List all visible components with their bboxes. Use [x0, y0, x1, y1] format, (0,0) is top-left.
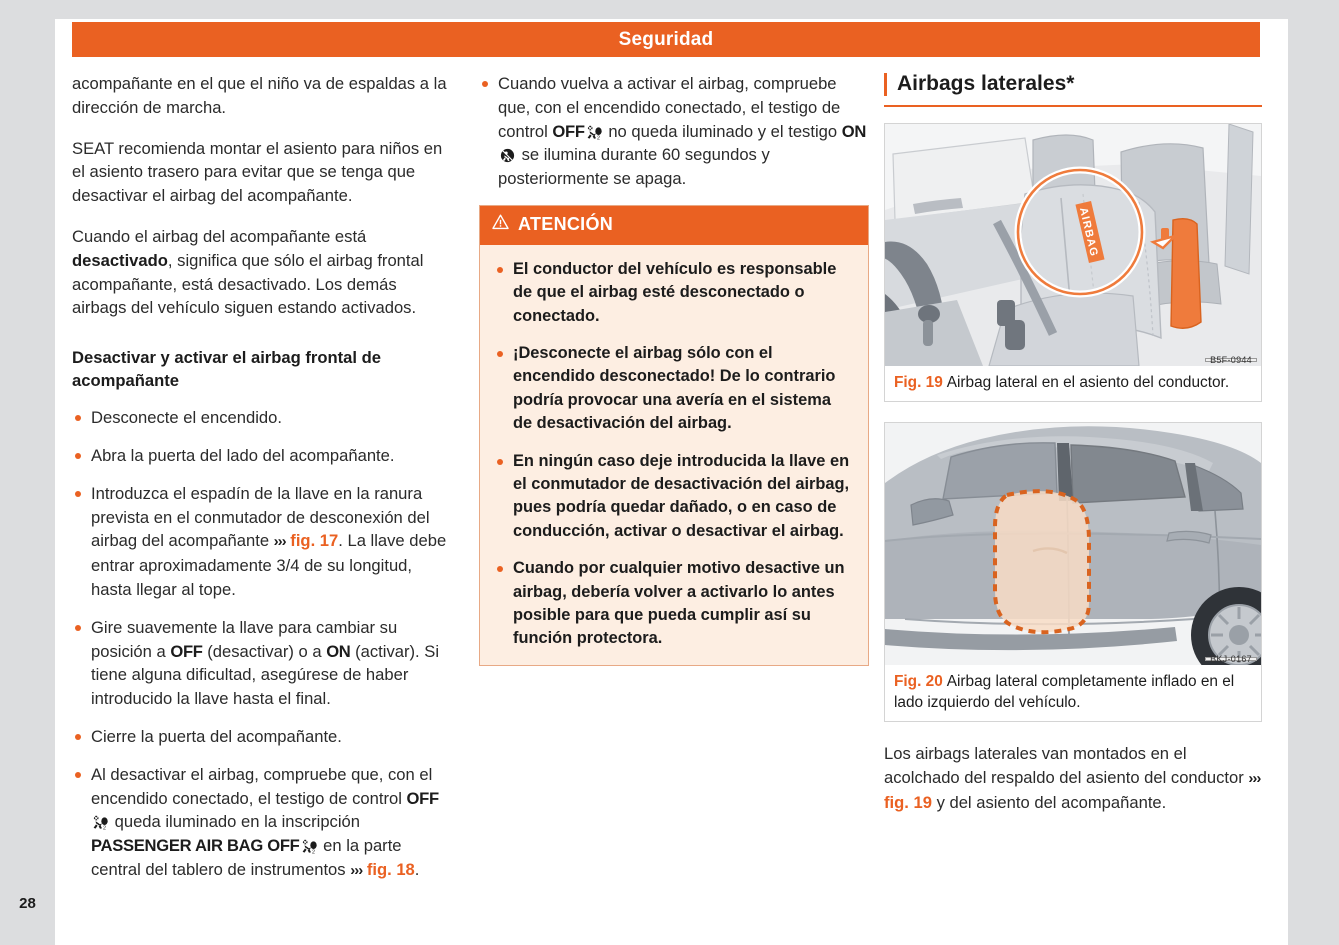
list-item-text-d: . [414, 859, 420, 879]
warning-triangle-icon [492, 213, 509, 237]
paragraph-1: acompañante en el que el niño va de espaldas a la dirección de marcha. [72, 74, 447, 117]
label-off: OFF [170, 641, 203, 661]
page-number: 28 [0, 880, 55, 926]
list-item-text-a: Cuando vuelva a activar el airbag, compruebe que, con el encendido conectado, el testigo de control [498, 74, 841, 141]
paragraph-2: SEAT recomienda montar el asiento para niños en el asiento trasero para evitar que se tenga que desactivar el airbag del acompañante. [72, 138, 443, 206]
figure-reference-19[interactable]: fig. 19 [884, 792, 932, 812]
warning-box [479, 205, 869, 666]
chevron-marker-icon: ››› [273, 533, 286, 551]
list-item-text-c: se ilumina durante 60 segundos y posteriormente se apaga. [498, 145, 770, 189]
column-left [72, 72, 449, 897]
list-item-text-b: no queda iluminado y el testigo [603, 121, 842, 141]
warning-box-header [480, 206, 868, 245]
subheading-deactivate-activate: Desactivar y activar el airbag frontal de acompañante [72, 348, 381, 391]
warning-list-item: Cuando por cualquier motivo desactive un airbag, debería volver a activarlo lo antes posible para que pueda cumplir así su función protectora. [494, 557, 854, 651]
label-off: OFF [406, 788, 439, 808]
warning-list-item: En ningún caso deje introducida la llave en el conmutador de desactivación del airbag, pues podría quedar dañado, o en caso de conducción, activar o desactivar el airbag. [494, 450, 854, 544]
svg-text:AIRBAG: AIRBAG [1076, 206, 1100, 259]
svg-text:2: 2 [103, 825, 106, 831]
figure-reference-17[interactable]: fig. 17 [290, 531, 339, 551]
warning-box-body [480, 245, 868, 665]
list-item-text-a: Introduzca el espadín de la llave en la ranura prevista en el conmutador de desconexión del airbag del acompañante [91, 483, 430, 551]
warning-list-item: El conductor del vehículo es responsable de que el airbag esté desconectado o conectado. [494, 258, 854, 328]
list-item-text-a: Al desactivar el airbag, compruebe que, con el encendido conectado, el testigo de control [91, 764, 433, 808]
column-middle [479, 72, 869, 666]
car-interior-illustration [885, 124, 1261, 366]
column-right [884, 72, 1262, 832]
svg-text:2: 2 [596, 135, 600, 140]
page-banner-title: Seguridad [72, 22, 1260, 57]
warning-list-item: ¡Desconecte el airbag sólo con el encendido desconectado! De lo contrario podría provocar una avería en el sistema de desactivación del airbag. [494, 342, 854, 436]
paragraph-3-part-c: , significa que sólo el airbag frontal acompañante, está desactivado. Los demás airbags del vehículo siguen estando activados. [72, 250, 424, 318]
figure-20-caption [885, 665, 1261, 721]
list-item-text-c: en la parte central del tablero de instrumentos [91, 836, 402, 879]
paragraph-3-bold: desactivado [72, 250, 168, 270]
svg-text:2: 2 [311, 849, 315, 855]
figure-20-number: Fig. 20 [894, 673, 943, 691]
figure-19-caption [885, 366, 1261, 402]
chevron-marker-icon: ››› [1248, 770, 1261, 788]
paragraph-text-a: Los airbags laterales van montados en el acolchado del respaldo del asiento del conductor [884, 744, 1249, 788]
page-columns [72, 72, 1262, 902]
paragraph-3 [72, 225, 449, 320]
figure-19-image-code: B5F-0944 [1205, 358, 1257, 362]
list-item: Desconecte el encendido. [72, 406, 449, 430]
list-item: Cierre la puerta del acompañante. [72, 725, 449, 749]
warning-box-title: ATENCIÓN [518, 213, 614, 234]
figure-19-image [885, 124, 1261, 366]
list-item-text-b: . La llave debe entrar aproximadamente 3/4 de su longitud, hasta llegar al tope. [91, 531, 447, 599]
figure-20-image [885, 423, 1261, 665]
figure-19-number: Fig. 19 [894, 373, 943, 391]
figure-19-caption-text: Airbag lateral en el asiento del conductor. [946, 373, 1230, 391]
list-item [72, 616, 449, 711]
figure-20-caption-text: Airbag lateral completamente inflado en el lado izquierdo del vehículo. [894, 673, 1235, 711]
airbag-off-icon [92, 815, 109, 830]
figure-reference-18[interactable]: fig. 18 [366, 859, 415, 879]
car-side-view-illustration [885, 423, 1261, 665]
figure-19 [884, 123, 1262, 403]
label-off: OFF [552, 121, 585, 141]
list-item-text-b: (desactivar) o a [202, 641, 327, 661]
list-item-text-b: queda iluminado en la inscripción [110, 812, 360, 832]
list-item [72, 482, 449, 602]
paragraph-text-b: y del asiento del acompañante. [931, 792, 1167, 812]
paragraph-airbags-laterales [884, 742, 1262, 814]
airbag-on-icon [500, 146, 515, 161]
paragraph-3-part-a: Cuando el airbag del acompañante está [72, 226, 367, 246]
label-on: ON [326, 641, 351, 661]
figure-20-image-code: BKJ-0167 [1205, 657, 1257, 661]
airbag-off-icon [586, 125, 603, 140]
airbag-off-icon [301, 839, 318, 854]
list-item [479, 72, 869, 191]
list-item: Abra la puerta del lado del acompañante. [72, 444, 449, 468]
list-item-text-c: (activar). Si tiene alguna dificultad, asegúrese de haber introducido la llave hasta el final. [91, 641, 440, 709]
label-on: ON [841, 121, 867, 141]
section-heading-airbags-laterales: Airbags laterales* [884, 72, 1262, 107]
list-item [72, 763, 449, 883]
chevron-marker-icon: ››› [350, 861, 363, 879]
figure-20 [884, 422, 1262, 722]
list-item-text-a: Gire suavemente la llave para cambiar su posición a [91, 617, 398, 661]
label-passenger-air-bag-off: PASSENGER AIR BAG OFF [91, 836, 300, 856]
